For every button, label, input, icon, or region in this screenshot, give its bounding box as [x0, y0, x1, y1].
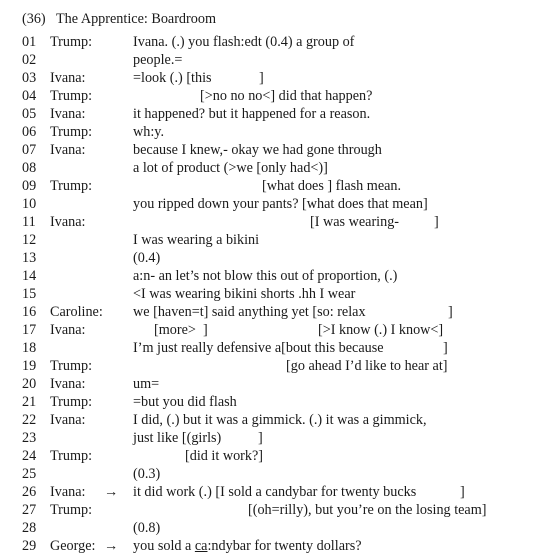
speaker-label: Ivana: [50, 322, 86, 338]
utterance-text: a:n- an let’s not blow this out of proportion, (.) [133, 268, 398, 284]
line-number: 01 [22, 34, 37, 50]
line-number: 26 [22, 484, 37, 500]
transcript-line [0, 213, 541, 231]
utterance-text: Ivana. (.) you flash:edt (0.4) a group of [133, 34, 355, 50]
transcript-line [0, 429, 541, 447]
transcript-line [0, 33, 541, 51]
line-number: 13 [22, 250, 37, 266]
transcript-line [0, 411, 541, 429]
utterance-text-pre: you sold a [133, 538, 195, 554]
line-number: 27 [22, 502, 37, 518]
line-number: 14 [22, 268, 37, 284]
transcript-line [0, 537, 541, 555]
line-number: 16 [22, 304, 37, 320]
line-number: 15 [22, 286, 37, 302]
utterance-text: =but you did flash [133, 394, 237, 410]
overlap-close-bracket: ] [434, 214, 439, 230]
utterance-text: =look (.) [this [133, 70, 212, 86]
overlap-close-bracket: ] [443, 340, 448, 356]
utterance-text-post: :ndybar for twenty dollars? [207, 538, 362, 554]
transcript-line [0, 519, 541, 537]
speaker-label: Ivana: [50, 484, 86, 500]
line-number: 29 [22, 538, 37, 554]
speaker-label: Ivana: [50, 106, 86, 122]
transcript-line [0, 123, 541, 141]
utterance-text: I was wearing a bikini [133, 232, 260, 248]
transcript-line [0, 105, 541, 123]
utterance-text: we [haven=t] said anything yet [so: relax [133, 304, 366, 320]
utterance-text: it happened? but it happened for a reason. [133, 106, 371, 122]
line-number: 03 [22, 70, 37, 86]
transcript-line [0, 321, 541, 339]
line-number: 19 [22, 358, 37, 374]
utterance-text: [more> ] [154, 322, 208, 338]
utterance-text: because I knew,- okay we had gone through [133, 142, 382, 158]
transcript-line [0, 249, 541, 267]
line-number: 21 [22, 394, 37, 410]
speaker-label: Trump: [50, 88, 93, 104]
transcript-line [0, 87, 541, 105]
utterance-text: [go ahead I’d like to hear at] [286, 358, 448, 374]
line-number: 25 [22, 466, 37, 482]
line-number: 23 [22, 430, 37, 446]
stressed-syllable: ca [194, 538, 208, 554]
pause-notation: (0.4) [133, 250, 161, 266]
transcript-line [0, 339, 541, 357]
line-number: 22 [22, 412, 37, 428]
line-number: 09 [22, 178, 37, 194]
pause-notation: (0.8) [133, 520, 161, 536]
line-number: 04 [22, 88, 37, 104]
speaker-label: Ivana: [50, 142, 86, 158]
line-number: 20 [22, 376, 37, 392]
speaker-label: Trump: [50, 448, 93, 464]
transcript-line [0, 285, 541, 303]
utterance-text [133, 537, 362, 555]
transcript-line [0, 447, 541, 465]
speaker-label: Caroline: [50, 304, 103, 320]
line-number: 17 [22, 322, 37, 338]
utterance-text: [I was wearing- [310, 214, 400, 230]
transcript-line [0, 483, 541, 501]
utterance-text: wh:y. [133, 124, 164, 140]
line-number: 02 [22, 52, 37, 68]
line-number: 28 [22, 520, 37, 536]
transcript-line [0, 159, 541, 177]
speaker-label: Trump: [50, 178, 93, 194]
transcript-line [0, 195, 541, 213]
overlap-close-bracket: ] [258, 430, 263, 446]
speaker-label: Trump: [50, 358, 93, 374]
arrow-right-icon: → [104, 538, 119, 554]
overlap-close-bracket: ] [460, 484, 465, 500]
line-number: 06 [22, 124, 37, 140]
speaker-label: Ivana: [50, 214, 86, 230]
speaker-label: George: [50, 538, 96, 554]
utterance-text: I did, (.) but it was a gimmick. (.) it was a gimmick, [133, 412, 427, 428]
utterance-text: [what does ] flash mean. [262, 178, 402, 194]
utterance-text: [(oh=rilly), but you’re on the losing team] [248, 502, 487, 518]
speaker-label: Ivana: [50, 70, 86, 86]
utterance-text-overlap: [>I know (.) I know<] [318, 322, 444, 338]
arrow-right-icon: → [104, 484, 119, 500]
transcript-line [0, 465, 541, 483]
line-number: 18 [22, 340, 37, 356]
utterance-text: I’m just really defensive a[bout this because [133, 340, 384, 356]
transcript-line [0, 357, 541, 375]
utterance-text: you ripped down your pants? [what does that mean] [133, 196, 428, 212]
utterance-text: <I was wearing bikini shorts .hh I wear [133, 286, 356, 302]
utterance-text: [>no no no<] did that happen? [200, 88, 373, 104]
overlap-close-bracket: ] [259, 70, 264, 86]
utterance-text: [did it work?] [185, 448, 264, 464]
line-number: 10 [22, 196, 37, 212]
transcript-line [0, 375, 541, 393]
line-number: 05 [22, 106, 37, 122]
transcript-line [0, 177, 541, 195]
speaker-label: Trump: [50, 124, 93, 140]
utterance-text: a lot of product (>we [only had<)] [133, 160, 328, 176]
extract-heading: (36) The Apprentice: Boardroom [22, 11, 216, 27]
utterance-text: it did work (.) [I sold a candybar for twenty bucks [133, 484, 417, 500]
transcript-line [0, 51, 541, 69]
transcript-line [0, 141, 541, 159]
line-number: 11 [22, 214, 36, 230]
utterance-text: um= [133, 376, 160, 392]
line-number: 24 [22, 448, 37, 464]
pause-notation: (0.3) [133, 466, 161, 482]
transcript-line [0, 267, 541, 285]
line-number: 08 [22, 160, 37, 176]
transcript-line [0, 393, 541, 411]
speaker-label: Trump: [50, 502, 93, 518]
transcript-line [0, 69, 541, 87]
line-number: 07 [22, 142, 37, 158]
speaker-label: Ivana: [50, 412, 86, 428]
utterance-text: people.= [133, 52, 183, 68]
overlap-close-bracket: ] [448, 304, 453, 320]
speaker-label: Trump: [50, 394, 93, 410]
speaker-label: Ivana: [50, 376, 86, 392]
transcript-line [0, 303, 541, 321]
utterance-text: just like [(girls) [133, 430, 222, 446]
speaker-label: Trump: [50, 34, 93, 50]
transcript-line [0, 231, 541, 249]
line-number: 12 [22, 232, 37, 248]
transcript-line [0, 501, 541, 519]
